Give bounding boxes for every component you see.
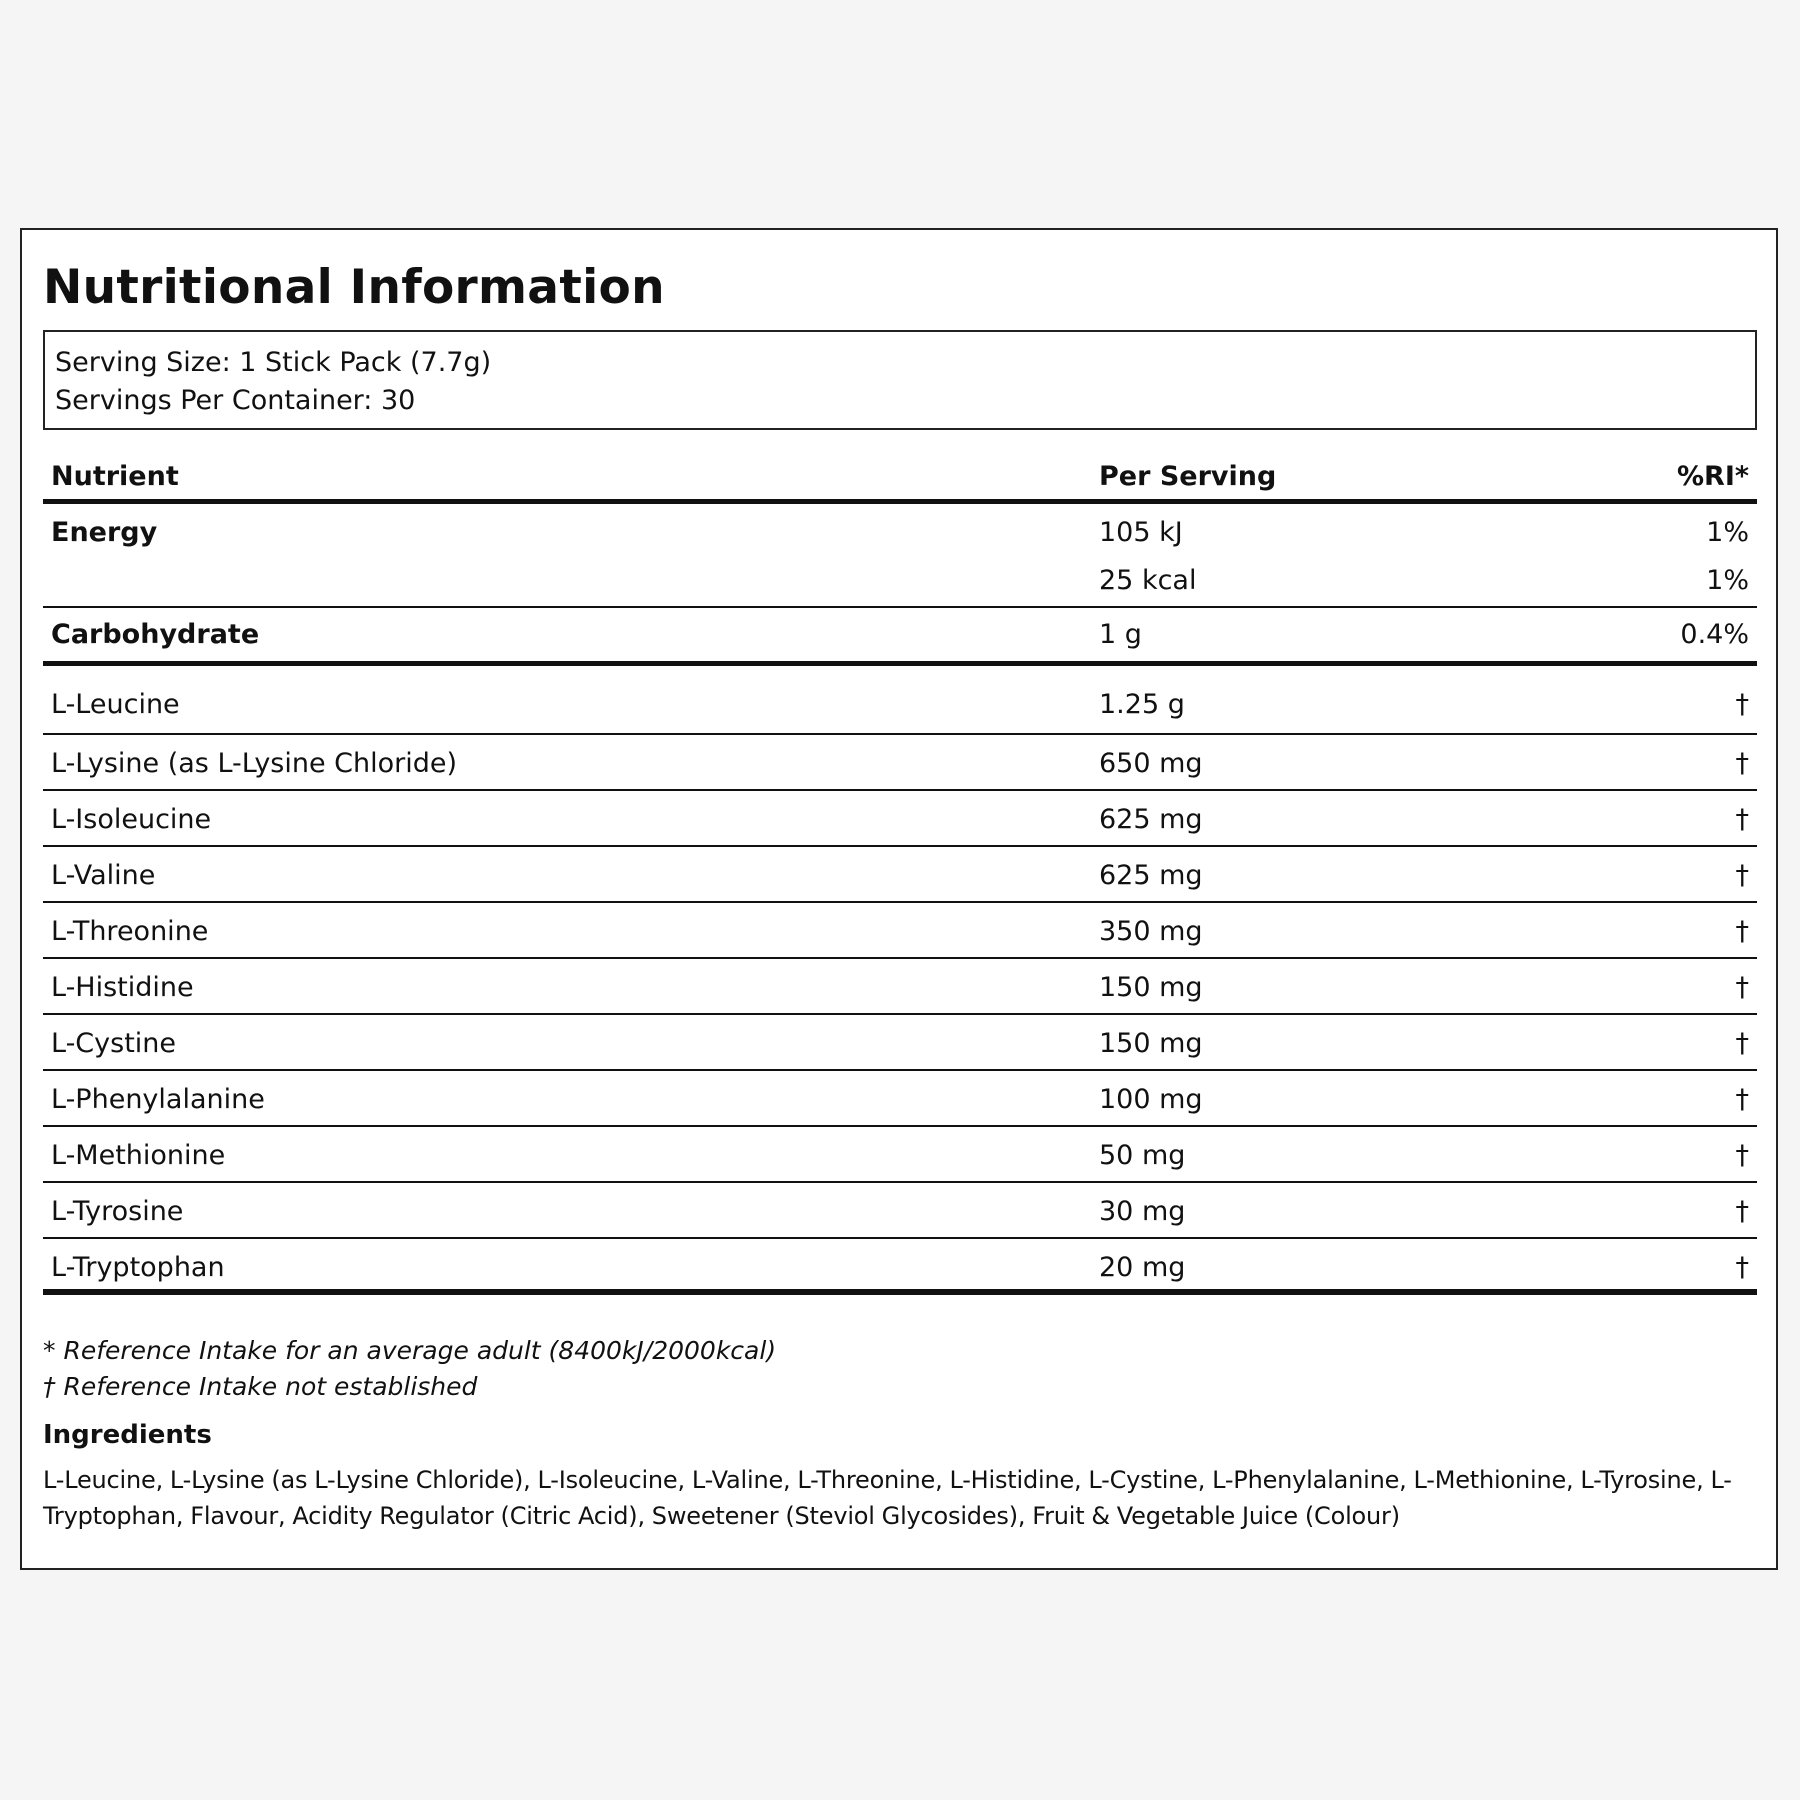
nutrient-amount: 30 mg — [1099, 1196, 1186, 1227]
nutrient-name: L-Valine — [51, 860, 156, 891]
header-nutrient: Nutrient — [51, 461, 179, 492]
nutrient-amount: 625 mg — [1099, 804, 1203, 835]
nutrient-name: L-Threonine — [51, 916, 209, 947]
energy-label: Energy — [51, 517, 158, 548]
nutrient-amount: 350 mg — [1099, 916, 1203, 947]
table-row — [43, 1015, 1757, 1071]
footnote-not-established: † Reference Intake not established — [43, 1372, 478, 1401]
nutrient-amount: 150 mg — [1099, 972, 1203, 1003]
table-row — [43, 1183, 1757, 1239]
footnote-reference-intake: * Reference Intake for an average adult (8400kJ/2000kcal) — [43, 1336, 777, 1365]
nutrient-name: L-Cystine — [51, 1028, 177, 1059]
header-per-serving: Per Serving — [1099, 461, 1277, 492]
nutrient-name: L-Tryptophan — [51, 1252, 225, 1283]
nutrient-amount: 100 mg — [1099, 1084, 1203, 1115]
nutrient-ri: † — [1735, 916, 1749, 947]
header-ri: %RI* — [1676, 461, 1749, 492]
servings-per-container: Servings Per Container: 30 — [55, 385, 416, 416]
table-row — [43, 1127, 1757, 1183]
nutrient-amount: 20 mg — [1099, 1252, 1186, 1283]
nutrient-name: L-Tyrosine — [51, 1196, 184, 1227]
carbohydrate-row — [43, 608, 1757, 666]
carbohydrate-amount: 1 g — [1099, 619, 1142, 650]
nutrient-ri: † — [1735, 1252, 1749, 1283]
nutrient-ri: † — [1735, 804, 1749, 835]
nutrition-panel — [20, 228, 1778, 1570]
table-row — [43, 1239, 1757, 1295]
nutrient-name: L-Isoleucine — [51, 804, 212, 835]
nutrient-name: L-Phenylalanine — [51, 1084, 265, 1115]
energy-row — [43, 504, 1757, 556]
table-header-row — [43, 450, 1757, 504]
nutrient-amount: 1.25 g — [1099, 689, 1185, 720]
table-row — [43, 666, 1757, 735]
nutrient-amount: 150 mg — [1099, 1028, 1203, 1059]
nutrient-ri: † — [1735, 748, 1749, 779]
table-row — [43, 959, 1757, 1015]
nutrient-ri: † — [1735, 972, 1749, 1003]
table-row — [43, 1071, 1757, 1127]
table-row — [43, 791, 1757, 847]
footnotes — [43, 1333, 776, 1405]
nutrient-amount: 50 mg — [1099, 1140, 1186, 1171]
page-title: Nutritional Information — [43, 260, 665, 315]
energy-kj: 105 kJ — [1099, 517, 1183, 548]
ingredients-list: L-Leucine, L-Lysine (as L-Lysine Chloride), L-Isoleucine, L-Valine, L-Threonine, L-Histidine, L-Cystine, L-Phenylalanine, L-Methionine, L-Tyrosine, L-Tryptophan, Flavour, Acidity Regulator (Citric Acid), Sweetener (Steviol Glycosides), Fruit & Vegetable Juice (Colour) — [43, 1466, 1732, 1530]
serving-info-box — [43, 330, 1757, 430]
nutrient-name: L-Methionine — [51, 1140, 226, 1171]
energy-kcal: 25 kcal — [1099, 565, 1197, 596]
energy-kcal-ri: 1% — [1706, 565, 1749, 596]
nutrient-name: L-Histidine — [51, 972, 194, 1003]
energy-kcal-row — [43, 556, 1757, 608]
nutrient-ri: † — [1735, 1196, 1749, 1227]
nutrient-ri: † — [1735, 1084, 1749, 1115]
nutrient-amount: 650 mg — [1099, 748, 1203, 779]
nutrient-ri: † — [1735, 1028, 1749, 1059]
nutrient-ri: † — [1735, 689, 1749, 720]
nutrient-name: L-Lysine (as L-Lysine Chloride) — [51, 748, 458, 779]
table-row — [43, 903, 1757, 959]
nutrient-ri: † — [1735, 860, 1749, 891]
nutrition-table — [43, 450, 1757, 1295]
nutrient-name: L-Leucine — [51, 689, 180, 720]
serving-size: Serving Size: 1 Stick Pack (7.7g) — [55, 347, 492, 378]
nutrient-amount: 625 mg — [1099, 860, 1203, 891]
ingredients-heading: Ingredients — [43, 1420, 212, 1450]
table-row — [43, 847, 1757, 903]
table-row — [43, 735, 1757, 791]
carbohydrate-ri: 0.4% — [1680, 619, 1749, 650]
carbohydrate-label: Carbohydrate — [51, 619, 260, 650]
energy-kj-ri: 1% — [1706, 517, 1749, 548]
nutrient-ri: † — [1735, 1140, 1749, 1171]
